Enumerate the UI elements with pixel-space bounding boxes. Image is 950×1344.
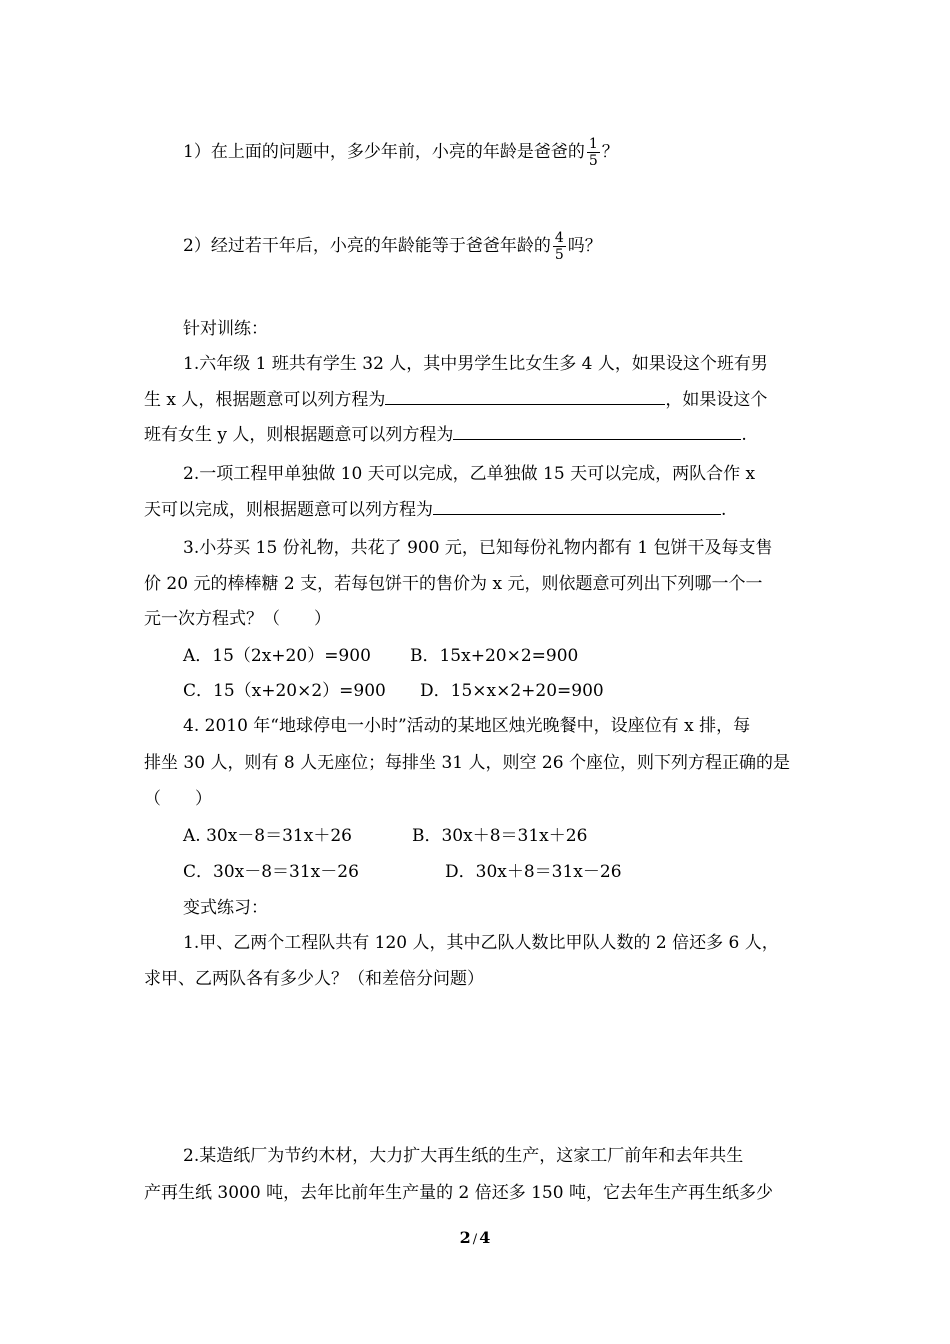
training-4-option-a: A. 30x－8＝31x＋26 [183,826,352,846]
question-1: 1）在上面的问题中，多少年前，小亮的年龄是爸爸的 $\frac{1}{5}$ ？ [183,136,619,169]
question-2: 2）经过若干年后，小亮的年龄能等于爸爸年龄的 $\frac{4}{5}$ 吗？ [183,230,602,263]
training-3-option-b: B．15x+20×2=900 [410,646,579,666]
question-1-text: 1）在上面的问题中，多少年前，小亮的年龄是爸爸的 [183,142,585,162]
training-4-option-d: D．30x＋8＝31x－26 [445,862,622,882]
variant-2-line-2: 产再生纸 3000 吨，去年比前年生产量的 2 倍还多 150 吨，它去年生产再生纸多少 [144,1183,773,1203]
training-3-option-c: C．15（x+20×2）=900 [183,681,386,701]
training-2-line-1: 2.一项工程甲单独做 10 天可以完成，乙单独做 15 天可以完成，两队合作 x [183,464,756,484]
training-4-option-c: C．30x－8＝31x－26 [183,862,359,882]
variant-2-line-1: 2.某造纸厂为节约木材，大力扩大再生纸的生产，这家工厂前年和去年共生 [183,1146,744,1166]
training-4-option-b: B．30x＋8＝31x＋26 [412,826,588,846]
fraction-1-5: $\frac{1}{5}$ [588,136,598,169]
training-2-line-2: 天可以完成，则根据题意可以列方程为 . [144,500,727,520]
training-1-line-2: 生 x 人，根据题意可以列方程为 ，如果设这个 [144,390,768,410]
training-3-option-d: D．15×x×2+20=900 [420,681,604,701]
training-heading: 针对训练： [183,319,268,339]
training-3-line-3: 元一次方程式？（ ） [144,609,331,629]
training-3-line-1: 3.小芬买 15 份礼物，共花了 900 元，已知每份礼物内都有 1 包饼干及每支售 [183,538,773,558]
variant-1-line-2: 求甲、乙两队各有多少人？（和差倍分问题） [144,969,484,989]
training-3-option-a: A．15（2x+20）=900 [183,646,371,666]
variant-1-line-1: 1.甲、乙两个工程队共有 120 人，其中乙队人数比甲队人数的 2 倍还多 6 人， [183,933,779,953]
answer-blank-1[interactable] [385,388,665,405]
question-2-text: 2）经过若干年后，小亮的年龄能等于爸爸年龄的 [183,236,551,256]
variant-heading: 变式练习： [183,898,268,918]
fraction-4-5: $\frac{4}{5}$ [554,230,564,263]
training-1-line-1: 1.六年级 1 班共有学生 32 人，其中男学生比女生多 4 人，如果设这个班有男 [183,354,768,374]
answer-blank-2[interactable] [453,423,741,440]
training-4-line-3: （ ） [144,789,212,809]
training-1-line-3: 班有女生 y 人，则根据题意可以列方程为 . [144,425,747,445]
training-4-line-1: 4. 2010 年“地球停电一小时”活动的某地区烛光晚餐中，设座位有 x 排，每 [183,716,751,736]
page-number: 2 / 4 [459,1228,491,1247]
training-3-line-2: 价 20 元的棒棒糖 2 支，若每包饼干的售价为 x 元，则依题意可列出下列哪一个一 [144,574,763,594]
answer-blank-3[interactable] [433,498,721,515]
training-4-line-2: 排坐 30 人，则有 8 人无座位；每排坐 31 人，则空 26 个座位，则下列方程正确的是 [144,753,790,773]
